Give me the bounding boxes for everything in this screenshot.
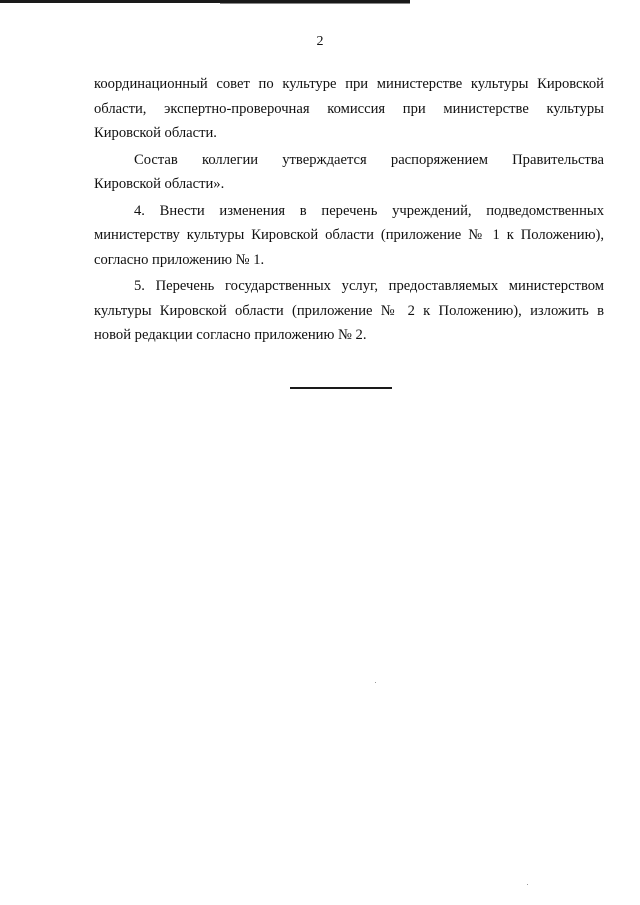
paragraph-board-composition: [94, 148, 604, 197]
text-line: 4. Внести изменения в перечень учреждений, подведомственных: [134, 202, 604, 219]
scan-speck: [375, 682, 376, 683]
end-of-text-rule: [290, 387, 392, 389]
text-line: координационный совет по культуре при министерстве культуры Кировской: [94, 76, 604, 92]
text-line: министерству культуры Кировской области (приложение № 1 к Положению),: [94, 227, 604, 243]
paragraph-council-list: [94, 72, 604, 146]
text-line: новой редакции согласно приложению № 2.: [94, 327, 367, 343]
page-number: 2: [316, 34, 324, 49]
text-line: Состав коллегии утверждается распоряжением Правительства: [134, 151, 604, 168]
text-line: Кировской области».: [94, 176, 225, 192]
text-line: согласно приложению № 1.: [94, 251, 265, 268]
scan-speck: [527, 884, 528, 885]
paragraph-item-5: [94, 274, 604, 348]
text-line: Кировской области.: [94, 125, 217, 141]
text-line: 5. Перечень государственных услуг, предоставляемых министерством: [134, 278, 604, 294]
top-border-thin-line: [220, 3, 410, 4]
text-line: области, экспертно-проверочная комиссия при министерстве культуры: [94, 100, 604, 117]
document-body: [94, 72, 604, 348]
paragraph-item-4: [94, 199, 604, 273]
text-line: культуры Кировской области (приложение № 2 к Положению), изложить в: [94, 302, 604, 319]
